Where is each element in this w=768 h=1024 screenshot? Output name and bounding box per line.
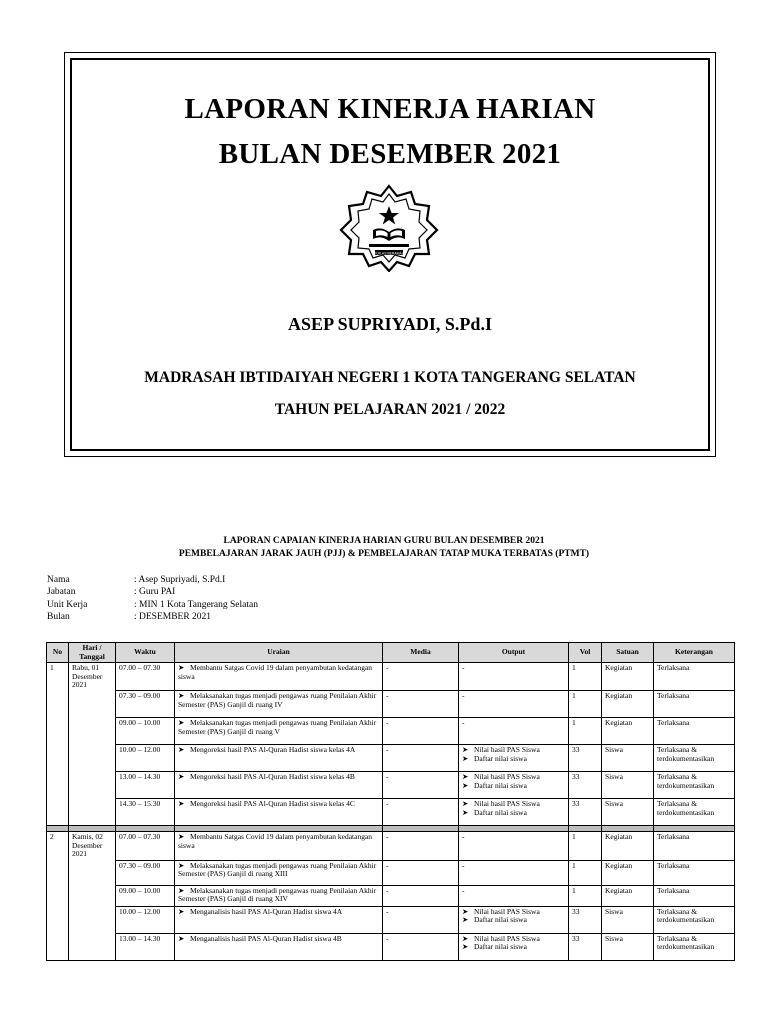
- bullet-arrow-icon: ➤: [178, 906, 185, 916]
- cell-time: 13.00 – 14.30: [116, 933, 175, 960]
- cell-description: ➤ Melaksanakan tugas menjadi pengawas ruang Penilaian Akhir Semester (PAS) Ganjil di ruang XIII: [175, 860, 383, 885]
- cover-inner-frame: [70, 58, 710, 451]
- output-item: ➤ Nilai hasil PAS Siswa: [462, 906, 540, 916]
- bullet-arrow-icon: ➤: [462, 807, 469, 817]
- table-row: [47, 772, 735, 799]
- cell-media: -: [383, 772, 459, 799]
- report-subheading: PEMBELAJARAN JARAK JAUH (PJJ) & PEMBELAJARAN TATAP MUKA TERBATAS (PTMT): [178, 549, 590, 559]
- cell-volume: 1: [569, 691, 602, 718]
- output-item: ➤ Nilai hasil PAS Siswa: [462, 772, 540, 782]
- identity-label: Nama: [47, 575, 70, 585]
- identity-value: : Asep Supriyadi, S.Pd.I: [134, 575, 226, 585]
- emblem-motto: IKHLAS BERAMAL: [374, 251, 404, 256]
- cell-time: 10.00 – 12.00: [116, 745, 175, 772]
- table-row: [47, 860, 735, 885]
- cell-description: ➤ Membantu Satgas Covid 19 dalam penyambutan kedatangan siswa: [175, 832, 383, 860]
- cell-time: 07.00 – 07.30: [116, 832, 175, 860]
- header-note: Keterangan: [654, 643, 735, 663]
- cover-frame: [64, 52, 716, 457]
- bullet-arrow-icon: ➤: [462, 745, 469, 755]
- cell-day: Kamis, 02 Desember 2021: [69, 832, 116, 860]
- cell-media: -: [383, 663, 459, 691]
- header-day: Hari / Tanggal: [69, 643, 116, 663]
- cell-note: Terlaksana: [654, 691, 735, 718]
- table-row: [47, 691, 735, 718]
- table-row: [47, 745, 735, 772]
- cell-no: [47, 745, 69, 772]
- cell-note: Terlaksana & terdokumentasikan: [654, 799, 735, 826]
- cell-output: -: [459, 885, 569, 906]
- cell-unit: Siswa: [602, 745, 654, 772]
- output-item: ➤ Daftar nilai siswa: [462, 780, 527, 790]
- identity-row-name: [47, 574, 258, 586]
- cell-output: -: [459, 832, 569, 860]
- school-name: MADRASAH IBTIDAIYAH NEGERI 1 KOTA TANGERANG SELATAN: [144, 369, 636, 386]
- table-row: [47, 718, 735, 745]
- cell-day: [69, 885, 116, 906]
- identity-label: Jabatan: [47, 587, 76, 598]
- cell-media: -: [383, 745, 459, 772]
- output-item: ➤ Daftar nilai siswa: [462, 807, 527, 817]
- cell-day: [69, 860, 116, 885]
- identity-row-position: [47, 586, 258, 598]
- bullet-arrow-icon: ➤: [178, 832, 185, 842]
- cell-unit: Siswa: [602, 906, 654, 933]
- cell-note: Terlaksana & terdokumentasikan: [654, 772, 735, 799]
- cell-description: ➤ Melaksanakan tugas menjadi pengawas ruang Penilaian Akhir Semester (PAS) Ganjil di ruang IV: [175, 691, 383, 718]
- cell-no: [47, 860, 69, 885]
- cell-media: -: [383, 885, 459, 906]
- bullet-arrow-icon: ➤: [462, 933, 469, 943]
- cell-volume: 33: [569, 906, 602, 933]
- cell-day: [69, 745, 116, 772]
- table-row: [47, 832, 735, 860]
- bullet-arrow-icon: ➤: [178, 933, 185, 943]
- academic-year: TAHUN PELAJARAN 2021 / 2022: [274, 401, 506, 418]
- cell-day: [69, 906, 116, 933]
- cell-no: [47, 691, 69, 718]
- bullet-arrow-icon: ➤: [462, 915, 469, 925]
- table-row: [47, 906, 735, 933]
- table-row: [47, 663, 735, 691]
- cell-day: [69, 691, 116, 718]
- output-item: ➤ Nilai hasil PAS Siswa: [462, 745, 540, 755]
- cell-media: -: [383, 832, 459, 860]
- cell-unit: Kegiatan: [602, 885, 654, 906]
- cell-day: Rabu, 01 Desember 2021: [69, 663, 116, 691]
- cell-media: -: [383, 691, 459, 718]
- header-time: Waktu: [116, 643, 175, 663]
- cell-unit: Kegiatan: [602, 691, 654, 718]
- cell-no: 1: [47, 663, 69, 691]
- cell-unit: Kegiatan: [602, 718, 654, 745]
- cell-time: 09.00 – 10.00: [116, 885, 175, 906]
- table-header-row: [47, 643, 735, 663]
- cell-volume: 1: [569, 860, 602, 885]
- cell-note: Terlaksana: [654, 885, 735, 906]
- identity-value: : MIN 1 Kota Tangerang Selatan: [134, 599, 258, 610]
- bullet-arrow-icon: ➤: [178, 885, 185, 895]
- kemenag-emblem-icon: [339, 184, 439, 272]
- bullet-arrow-icon: ➤: [178, 799, 185, 809]
- cell-volume: 1: [569, 885, 602, 906]
- cell-output: -: [459, 663, 569, 691]
- bullet-arrow-icon: ➤: [462, 942, 469, 952]
- teacher-name: ASEP SUPRIYADI, S.Pd.I: [288, 314, 492, 334]
- output-item: ➤ Daftar nilai siswa: [462, 942, 527, 952]
- cell-description: ➤ Melaksanakan tugas menjadi pengawas ruang Penilaian Akhir Semester (PAS) Ganjil di ruang V: [175, 718, 383, 745]
- identity-value: : Guru PAI: [134, 587, 176, 598]
- cell-note: Terlaksana & terdokumentasikan: [654, 906, 735, 933]
- cell-no: 2: [47, 832, 69, 860]
- header-output: Output: [459, 643, 569, 663]
- cell-no: [47, 772, 69, 799]
- cell-time: 07.30 – 09.00: [116, 860, 175, 885]
- identity-label: Unit Kerja: [47, 599, 88, 610]
- output-item: ➤ Daftar nilai siswa: [462, 915, 527, 925]
- table-row: [47, 885, 735, 906]
- cell-note: Terlaksana: [654, 860, 735, 885]
- cell-description: ➤ Mengoreksi hasil PAS Al-Quran Hadist siswa kelas 4C: [175, 799, 383, 826]
- cell-time: 07.30 – 09.00: [116, 691, 175, 718]
- cell-output: [459, 906, 569, 933]
- cell-note: Terlaksana: [654, 718, 735, 745]
- bullet-arrow-icon: ➤: [462, 906, 469, 916]
- bullet-arrow-icon: ➤: [462, 753, 469, 763]
- cell-media: -: [383, 933, 459, 960]
- cell-unit: Kegiatan: [602, 832, 654, 860]
- cell-unit: Siswa: [602, 772, 654, 799]
- cell-volume: 1: [569, 718, 602, 745]
- cell-no: [47, 885, 69, 906]
- cell-output: -: [459, 718, 569, 745]
- cell-no: [47, 799, 69, 826]
- cell-output: [459, 745, 569, 772]
- cell-volume: 1: [569, 663, 602, 691]
- cell-volume: 33: [569, 933, 602, 960]
- cell-description: ➤ Menganalisis hasil PAS Al-Quran Hadist siswa 4B: [175, 933, 383, 960]
- cell-unit: Kegiatan: [602, 860, 654, 885]
- table-row: [47, 933, 735, 960]
- cell-unit: Siswa: [602, 933, 654, 960]
- cell-output: -: [459, 691, 569, 718]
- cover-title: LAPORAN KINERJA HARIAN: [184, 93, 596, 125]
- output-item: ➤ Nilai hasil PAS Siswa: [462, 933, 540, 943]
- cell-time: 09.00 – 10.00: [116, 718, 175, 745]
- cell-note: Terlaksana & terdokumentasikan: [654, 745, 735, 772]
- header-unit: Satuan: [602, 643, 654, 663]
- bullet-arrow-icon: ➤: [462, 780, 469, 790]
- cell-output: [459, 772, 569, 799]
- output-item: ➤ Daftar nilai siswa: [462, 753, 527, 763]
- cell-day: [69, 718, 116, 745]
- header-media: Media: [383, 643, 459, 663]
- activity-table: [46, 642, 735, 961]
- cell-no: [47, 906, 69, 933]
- cell-unit: Kegiatan: [602, 663, 654, 691]
- cell-day: [69, 799, 116, 826]
- bullet-arrow-icon: ➤: [178, 772, 185, 782]
- cell-time: 10.00 – 12.00: [116, 906, 175, 933]
- cell-output: [459, 933, 569, 960]
- cell-media: -: [383, 860, 459, 885]
- bullet-arrow-icon: ➤: [178, 663, 185, 672]
- cell-day: [69, 933, 116, 960]
- output-item: ➤ Nilai hasil PAS Siswa: [462, 799, 540, 809]
- report-heading: LAPORAN CAPAIAN KINERJA HARIAN GURU BULAN DESEMBER 2021: [223, 536, 545, 546]
- cell-no: [47, 933, 69, 960]
- cell-media: -: [383, 906, 459, 933]
- bullet-arrow-icon: ➤: [178, 860, 185, 870]
- identity-block: [47, 574, 258, 623]
- identity-value: : DESEMBER 2021: [134, 611, 212, 622]
- cell-unit: Siswa: [602, 799, 654, 826]
- header-no: No: [47, 643, 69, 663]
- cell-time: 07.00 – 07.30: [116, 663, 175, 691]
- cell-note: Terlaksana & terdokumentasikan: [654, 933, 735, 960]
- cell-description: ➤ Menganalisis hasil PAS Al-Quran Hadist siswa 4A: [175, 906, 383, 933]
- cell-volume: 33: [569, 772, 602, 799]
- cell-description: ➤ Membantu Satgas Covid 19 dalam penyambutan kedatangan siswa: [175, 663, 383, 691]
- cover-subtitle: BULAN DESEMBER 2021: [218, 138, 562, 170]
- cell-no: [47, 718, 69, 745]
- cell-volume: 1: [569, 832, 602, 860]
- bullet-arrow-icon: ➤: [462, 772, 469, 782]
- identity-row-month: [47, 611, 258, 623]
- identity-label: Bulan: [47, 611, 70, 622]
- cell-volume: 33: [569, 799, 602, 826]
- bullet-arrow-icon: ➤: [178, 745, 185, 755]
- table-row: [47, 799, 735, 826]
- cell-volume: 33: [569, 745, 602, 772]
- cell-time: 13.00 – 14.30: [116, 772, 175, 799]
- bullet-arrow-icon: ➤: [178, 718, 185, 728]
- cell-output: -: [459, 860, 569, 885]
- cell-time: 14.30 – 15.30: [116, 799, 175, 826]
- cell-description: ➤ Mengoreksi hasil PAS Al-Quran Hadist siswa kelas 4A: [175, 745, 383, 772]
- cell-output: [459, 799, 569, 826]
- cell-day: [69, 772, 116, 799]
- cell-media: -: [383, 799, 459, 826]
- header-description: Uraian: [175, 643, 383, 663]
- cell-media: -: [383, 718, 459, 745]
- bullet-arrow-icon: ➤: [178, 691, 185, 701]
- cell-description: ➤ Melaksanakan tugas menjadi pengawas ruang Penilaian Akhir Semester (PAS) Ganjil di ruang XIV: [175, 885, 383, 906]
- cell-note: Terlaksana: [654, 663, 735, 691]
- identity-row-unit: [47, 599, 258, 611]
- bullet-arrow-icon: ➤: [462, 799, 469, 809]
- header-volume: Vol: [569, 643, 602, 663]
- cell-note: Terlaksana: [654, 832, 735, 860]
- cell-description: ➤ Mengoreksi hasil PAS Al-Quran Hadist siswa kelas 4B: [175, 772, 383, 799]
